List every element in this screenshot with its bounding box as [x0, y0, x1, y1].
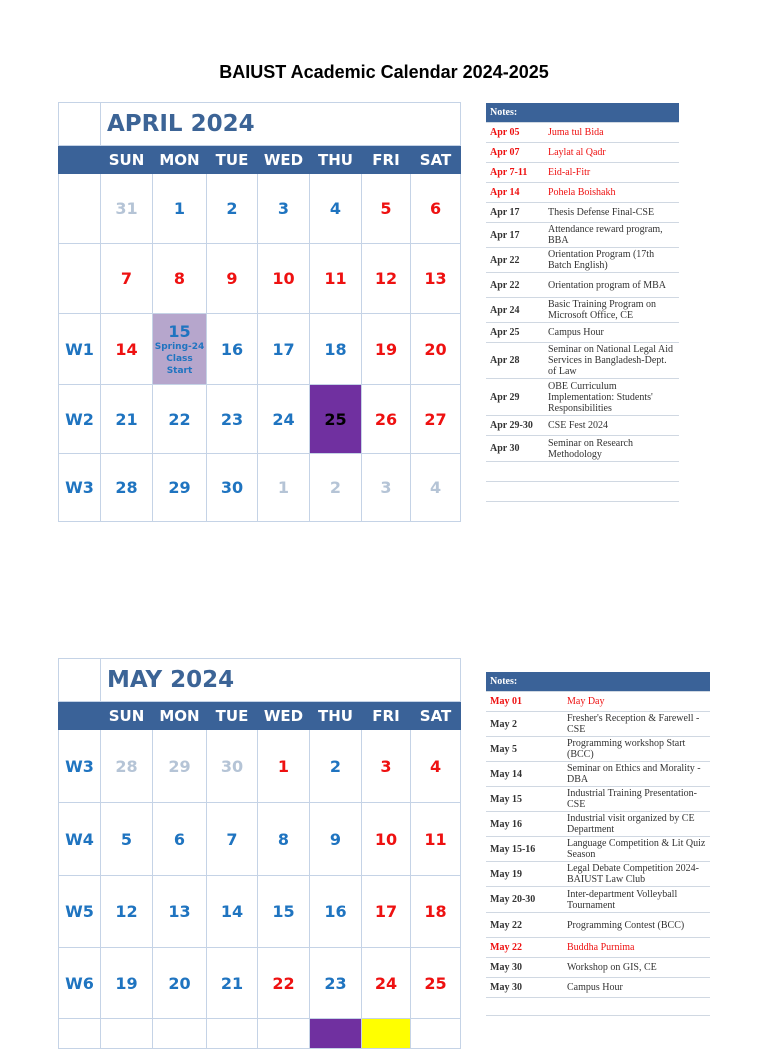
note-text: Fresher's Reception & Farewell -CSE	[563, 712, 710, 737]
notes-header: Notes:	[486, 672, 710, 692]
note-text: Programming Contest (BCC)	[563, 913, 710, 938]
day-cell[interactable]: 10	[258, 244, 310, 314]
weekday-tue: TUE	[207, 146, 258, 174]
note-empty	[544, 482, 679, 502]
note-text: Laylat al Qadr	[544, 143, 679, 163]
day-cell[interactable]: 24	[362, 948, 411, 1019]
month-title: APRIL 2024	[101, 103, 461, 146]
note-date: May 19	[486, 862, 563, 887]
note-date: Apr 17	[486, 203, 544, 223]
note-date: Apr 28	[486, 343, 544, 379]
note-text: May Day	[563, 692, 710, 712]
note-date: Apr 7-11	[486, 163, 544, 183]
day-cell[interactable]: 17	[258, 314, 310, 385]
note-empty	[563, 998, 710, 1016]
weekday-sun: SUN	[101, 702, 153, 730]
day-cell[interactable]: 2	[310, 454, 362, 522]
weekday-fri: FRI	[362, 146, 411, 174]
day-cell[interactable]: 20	[411, 314, 461, 385]
day-cell[interactable]: 24	[258, 385, 310, 454]
day-cell[interactable]: 5	[362, 174, 411, 244]
note-date: May 15-16	[486, 837, 563, 862]
day-cell[interactable]	[258, 1019, 310, 1049]
note-date: May 22	[486, 938, 563, 958]
day-cell[interactable]: 22	[153, 385, 207, 454]
note-date: May 2	[486, 712, 563, 737]
may-notes	[486, 672, 710, 1016]
day-cell[interactable]: 6	[411, 174, 461, 244]
notes-header: Notes:	[486, 103, 679, 123]
corner-cell	[59, 659, 101, 702]
day-number: 15	[168, 321, 191, 341]
note-text: Juma tul Bida	[544, 123, 679, 143]
day-cell[interactable]: 31	[101, 174, 153, 244]
day-cell-class-start[interactable]	[153, 314, 207, 385]
note-date: Apr 29	[486, 379, 544, 416]
week-label: W2	[59, 385, 101, 454]
day-cell-highlighted[interactable]	[310, 385, 362, 454]
note-date: Apr 25	[486, 323, 544, 343]
day-cell[interactable]: 30	[207, 730, 258, 803]
note-empty	[544, 462, 679, 482]
note-text: Inter-department Volleyball Tournament	[563, 887, 710, 913]
note-date: Apr 22	[486, 248, 544, 273]
note-date: May 01	[486, 692, 563, 712]
weekday-fri: FRI	[362, 702, 411, 730]
day-cell[interactable]: 27	[411, 385, 461, 454]
note-text: Orientation program of MBA	[544, 273, 679, 298]
day-cell[interactable]: 4	[411, 730, 461, 803]
note-text: Buddha Purnima	[563, 938, 710, 958]
weekday-sat: SAT	[411, 146, 461, 174]
note-date: May 14	[486, 762, 563, 787]
weekday-mon: MON	[153, 702, 207, 730]
week-label	[59, 174, 101, 244]
note-date: Apr 30	[486, 436, 544, 462]
note-text: Basic Training Program on Microsoft Office, CE	[544, 298, 679, 323]
note-text: Seminar on National Legal Aid Services in Bangladesh-Dept. of Law	[544, 343, 679, 379]
day-cell[interactable]: 3	[362, 730, 411, 803]
day-note: Spring-24	[154, 341, 205, 352]
week-header	[59, 146, 101, 174]
note-text: Seminar on Ethics and Morality - DBA	[563, 762, 710, 787]
day-cell[interactable]: 19	[101, 948, 153, 1019]
day-cell[interactable]	[101, 1019, 153, 1049]
note-text: Language Competition & Lit Quiz Season	[563, 837, 710, 862]
weekday-mon: MON	[153, 146, 207, 174]
note-date: May 15	[486, 787, 563, 812]
day-note: Class	[166, 353, 193, 364]
week-label	[59, 1019, 101, 1049]
day-cell[interactable]: 4	[411, 454, 461, 522]
day-cell[interactable]: 8	[258, 803, 310, 876]
day-cell[interactable]: 29	[153, 730, 207, 803]
day-cell[interactable]: 25	[411, 948, 461, 1019]
note-text: Industrial visit organized by CE Department	[563, 812, 710, 837]
day-cell[interactable]: 12	[362, 244, 411, 314]
day-cell[interactable]: 30	[207, 454, 258, 522]
day-cell[interactable]: 13	[411, 244, 461, 314]
note-date: Apr 29-30	[486, 416, 544, 436]
note-text: Campus Hour	[563, 978, 710, 998]
note-date: Apr 22	[486, 273, 544, 298]
note-empty	[486, 462, 544, 482]
day-cell[interactable]: 3	[362, 454, 411, 522]
note-text: Thesis Defense Final-CSE	[544, 203, 679, 223]
week-label: W6	[59, 948, 101, 1019]
day-cell[interactable]: 10	[362, 803, 411, 876]
day-cell[interactable]: 1	[258, 730, 310, 803]
day-cell[interactable]: 14	[207, 876, 258, 948]
note-date: Apr 17	[486, 223, 544, 248]
day-cell[interactable]: 9	[310, 803, 362, 876]
note-empty	[486, 998, 563, 1016]
day-cell[interactable]: 5	[101, 803, 153, 876]
note-text: Legal Debate Competition 2024-BAIUST Law Club	[563, 862, 710, 887]
day-cell[interactable]: 2	[207, 174, 258, 244]
day-cell[interactable]: 16	[207, 314, 258, 385]
note-text: Industrial Training Presentation-CSE	[563, 787, 710, 812]
day-cell[interactable]: 11	[411, 803, 461, 876]
day-number: 25	[324, 409, 347, 429]
note-text: CSE Fest 2024	[544, 416, 679, 436]
day-cell[interactable]: 21	[101, 385, 153, 454]
day-cell[interactable]: 28	[101, 454, 153, 522]
day-cell[interactable]: 1	[153, 174, 207, 244]
corner-cell	[59, 103, 101, 146]
day-cell[interactable]: 29	[153, 454, 207, 522]
note-date: May 5	[486, 737, 563, 762]
weekday-thu: THU	[310, 702, 362, 730]
note-text: Eid-al-Fitr	[544, 163, 679, 183]
weekday-sun: SUN	[101, 146, 153, 174]
day-cell[interactable]: 21	[207, 948, 258, 1019]
day-cell[interactable]: 12	[101, 876, 153, 948]
week-label: W4	[59, 803, 101, 876]
note-text: Workshop on GIS, CE	[563, 958, 710, 978]
day-cell[interactable]: 19	[362, 314, 411, 385]
day-cell[interactable]: 2	[310, 730, 362, 803]
day-cell[interactable]: 9	[207, 244, 258, 314]
day-cell[interactable]: 7	[101, 244, 153, 314]
weekday-sat: SAT	[411, 702, 461, 730]
week-header	[59, 702, 101, 730]
weekday-thu: THU	[310, 146, 362, 174]
day-cell[interactable]: 20	[153, 948, 207, 1019]
day-cell[interactable]: 26	[362, 385, 411, 454]
week-label	[59, 244, 101, 314]
note-date: Apr 07	[486, 143, 544, 163]
note-text: OBE Curriculum Implementation: Students' Responsibilities	[544, 379, 679, 416]
day-cell[interactable]: 15	[258, 876, 310, 948]
day-cell[interactable]: 7	[207, 803, 258, 876]
april-notes	[486, 103, 679, 502]
day-cell[interactable]	[207, 1019, 258, 1049]
note-date: May 16	[486, 812, 563, 837]
day-cell-highlighted[interactable]	[362, 1019, 411, 1049]
day-cell[interactable]: 13	[153, 876, 207, 948]
month-title: MAY 2024	[101, 659, 461, 702]
day-cell[interactable]	[153, 1019, 207, 1049]
day-cell[interactable]: 4	[310, 174, 362, 244]
note-text: Orientation Program (17th Batch English)	[544, 248, 679, 273]
day-note: Start	[166, 365, 193, 376]
day-cell[interactable]: 23	[310, 948, 362, 1019]
note-date: May 30	[486, 978, 563, 998]
note-date: Apr 14	[486, 183, 544, 203]
day-cell[interactable]	[411, 1019, 461, 1049]
day-cell[interactable]: 22	[258, 948, 310, 1019]
day-cell[interactable]: 17	[362, 876, 411, 948]
day-cell[interactable]: 8	[153, 244, 207, 314]
week-label: W3	[59, 454, 101, 522]
weekday-wed: WED	[258, 702, 310, 730]
weekday-wed: WED	[258, 146, 310, 174]
day-cell[interactable]: 18	[310, 314, 362, 385]
may-calendar	[58, 658, 461, 1049]
day-cell-highlighted[interactable]	[310, 1019, 362, 1049]
note-date: May 30	[486, 958, 563, 978]
note-date: May 20-30	[486, 887, 563, 913]
week-label: W3	[59, 730, 101, 803]
day-cell[interactable]: 18	[411, 876, 461, 948]
page-title: BAIUST Academic Calendar 2024-2025	[219, 62, 549, 82]
note-text: Programming workshop Start (BCC)	[563, 737, 710, 762]
day-cell[interactable]: 23	[207, 385, 258, 454]
week-label: W1	[59, 314, 101, 385]
note-text: Campus Hour	[544, 323, 679, 343]
note-text: Seminar on Research Methodology	[544, 436, 679, 462]
note-text: Attendance reward program, BBA	[544, 223, 679, 248]
day-cell[interactable]: 16	[310, 876, 362, 948]
note-date: Apr 05	[486, 123, 544, 143]
note-empty	[486, 482, 544, 502]
weekday-tue: TUE	[207, 702, 258, 730]
day-cell[interactable]: 1	[258, 454, 310, 522]
day-cell[interactable]: 3	[258, 174, 310, 244]
day-cell[interactable]: 6	[153, 803, 207, 876]
day-cell[interactable]: 28	[101, 730, 153, 803]
note-date: Apr 24	[486, 298, 544, 323]
april-calendar	[58, 102, 461, 522]
note-text: Pohela Boishakh	[544, 183, 679, 203]
day-cell[interactable]: 11	[310, 244, 362, 314]
day-cell[interactable]: 14	[101, 314, 153, 385]
note-date: May 22	[486, 913, 563, 938]
week-label: W5	[59, 876, 101, 948]
